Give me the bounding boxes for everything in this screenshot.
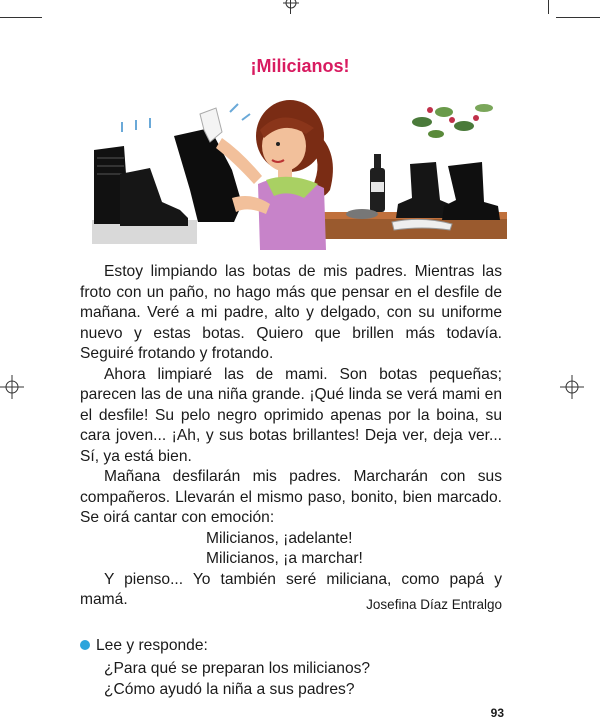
paragraph: Ahora limpiaré las de mami. Son botas pequeñas; parecen las de una niña grande. ¡Qué linda se verá mami en el desfile! Su pelo negro oprimido apenas por la boina, su cara joven... ¡Ah, y sus botas brillantes! Deja ver, deja ver... Sí, ya está bien. <box>80 365 502 465</box>
author-name: Josefina Díaz Entralgo <box>366 597 502 612</box>
story-text <box>80 262 502 611</box>
polish-bottle-icon <box>370 154 385 212</box>
boot-icon <box>442 162 500 220</box>
girl-figure <box>216 100 333 250</box>
instruction-text: Lee y responde: <box>96 637 208 654</box>
page-title: ¡Milicianos! <box>250 56 350 76</box>
crop-mark <box>0 17 42 18</box>
illustration-girl-polishing-boots <box>92 92 512 250</box>
leaves-icon <box>412 104 493 138</box>
registration-mark <box>283 0 299 10</box>
bullet-icon <box>80 640 90 650</box>
paragraph: Estoy limpiando las botas de mis padres. Mientras las froto con un paño, no hago más que pensar en el desfile de mañana. Veré a mi padre, alto y delgado, con su uniforme nuevo y estas botas. Quiero que brillen más todavía. Seguiré frotando y frotando. <box>80 263 502 362</box>
verse-line: Milicianos, ¡a marchar! <box>206 550 363 567</box>
paragraph: Y pienso... Yo también seré miliciana, como papá y mamá. <box>80 570 502 608</box>
questions <box>104 659 370 700</box>
crop-mark <box>548 0 549 14</box>
song-verse <box>206 529 502 570</box>
verse-line: Milicianos, ¡adelante! <box>206 529 353 547</box>
paragraph: Mañana desfilarán mis padres. Marcharán con sus compañeros. Llevarán el mismo paso, bonito, bien marcado. Se oirá cantar con emoción: <box>80 468 502 526</box>
question: ¿Para qué se preparan los milicianos? <box>104 660 371 677</box>
registration-mark <box>560 375 584 399</box>
instruction <box>80 636 208 657</box>
question: ¿Cómo ayudó la niña a sus padres? <box>104 680 355 698</box>
page-number: 93 <box>490 706 504 720</box>
boot-icon <box>120 168 188 226</box>
registration-mark <box>0 375 24 399</box>
boot-icon <box>174 128 242 222</box>
polish-tin-icon <box>346 209 378 219</box>
crop-mark <box>556 17 600 18</box>
